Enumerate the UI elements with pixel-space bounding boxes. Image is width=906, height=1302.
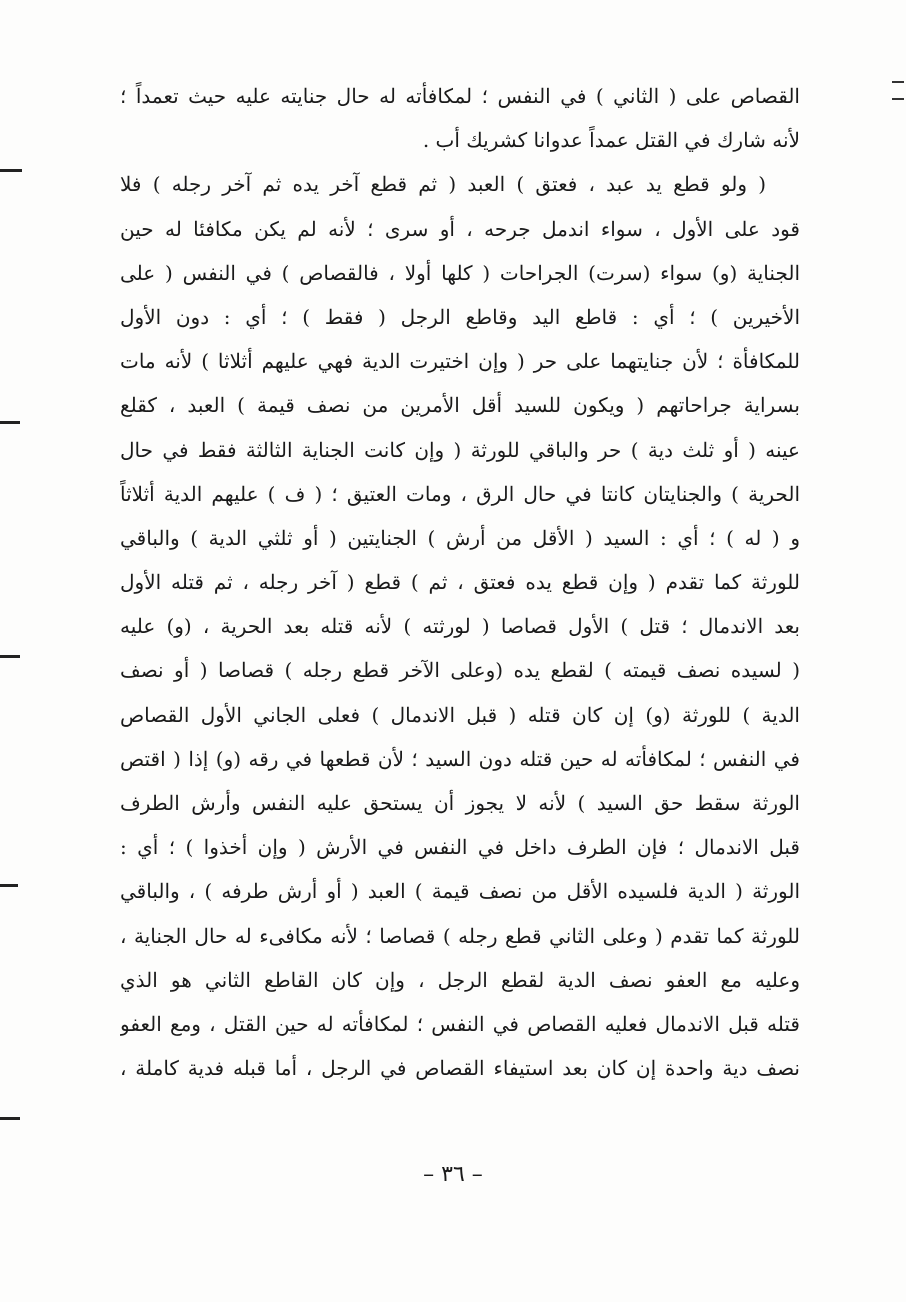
- text-line: الورثة سقط حق السيد ) لأنه لا يجوز أن يستحق عليه النفس وأرش الطرف: [120, 791, 800, 815]
- text-line: الحرية ) والجنايتان كانتا في حال الرق ، ومات العتيق ؛ ( ف ) عليهم الدية أثلاثاً: [120, 481, 800, 506]
- margin-mark: [0, 421, 20, 424]
- text-line: وعليه مع العفو نصف الدية لقطع الرجل ، وإن كان القاطع الثاني هو الذي: [120, 967, 800, 992]
- edge-tick: [892, 81, 904, 83]
- text-line: الجناية (و) سواء (سرت) الجراحات ( كلها أولا ، فالقصاص ) في النفس ( على: [120, 260, 800, 285]
- text-line: عينه ( أو ثلث دية ) حر والباقي للورثة ( وإن كانت الجناية الثالثة فقط في حال: [120, 437, 800, 462]
- text-line: للورثة كما تقدم ( وإن قطع يده فعتق ، ثم ) قطع ( آخر رجله ، ثم قتله الأول: [120, 570, 800, 595]
- text-line: الدية ) للورثة (و) إن كان قتله ( قبل الاندمال ) فعلى الجاني الأول القصاص: [120, 702, 800, 727]
- edge-tick: [892, 98, 904, 100]
- text-line: الورثة ( الدية فلسيده الأقل من نصف قيمة ) العبد ( أو أرش طرفه ) ، والباقي: [120, 879, 800, 904]
- margin-mark: [0, 655, 20, 658]
- page-number: – ٣٦ –: [423, 1162, 483, 1187]
- text-line: و ( له ) ؛ أي : السيد ( الأقل من أرش ) الجنايتين ( أو ثلثي الدية ) والباقي: [120, 525, 800, 550]
- text-line: لأنه شارك في القتل عمداً عدوانا كشريك أب .: [422, 128, 800, 153]
- text-line: قتله قبل الاندمال فعليه القصاص في النفس ؛ لمكافأته له حين القتل ، ومع العفو: [120, 1011, 800, 1036]
- margin-mark: [0, 884, 18, 887]
- margin-mark: [0, 1117, 20, 1120]
- body-text: [120, 74, 800, 1090]
- text-line: القصاص على ( الثاني ) في النفس ؛ لمكافأته له حال جنايته عليه حيث تعمداً ؛: [120, 84, 800, 108]
- text-line: ( لسيده نصف قيمته ) لقطع يده (وعلى الآخر قطع رجله ) قصاصا ( أو نصف: [120, 658, 800, 683]
- text-line: للورثة كما تقدم ( وعلى الثاني قطع رجله ) قصاصا ؛ لأنه مكافىء له حال الجناية ،: [120, 923, 800, 948]
- text-line: قبل الاندمال ؛ فإن الطرف داخل في النفس في الأرش ( وإن أخذوا ) ؛ أي :: [120, 835, 800, 860]
- text-line: قود على الأول ، سواء اندمل جرحه ، أو سرى ؛ لأنه لم يكن مكافئا له حين: [120, 216, 800, 241]
- text-line: نصف دية واحدة إن كان بعد استيفاء القصاص في الرجل ، أما قبله فدية كاملة ،: [120, 1056, 800, 1081]
- text-line: في النفس ؛ لمكافأته له حين قتله دون السيد ؛ لأن قطعها في رقه (و) إذا ( اقتص: [120, 746, 800, 771]
- text-line: للمكافأة ؛ لأن جنايتهما على حر ( وإن اختيرت الدية فهي عليهم أثلاثا ) لأنه مات: [120, 349, 800, 374]
- text-line: الأخيرين ) ؛ أي : قاطع اليد وقاطع الرجل ( فقط ) ؛ أي : دون الأول: [120, 304, 800, 329]
- text-line: بسراية جراحاتهم ( ويكون للسيد أقل الأمرين من نصف قيمة ) العبد ، كقلع: [120, 393, 800, 418]
- margin-mark: [0, 169, 22, 172]
- text-line: ( ولو قطع يد عبد ، فعتق ) العبد ( ثم قطع آخر يده ثم آخر رجله ) فلا: [120, 172, 766, 197]
- text-line: بعد الاندمال ؛ قتل ) الأول قصاصا ( لورثته ) لأنه قتله بعد الحرية ، (و) عليه: [120, 614, 800, 639]
